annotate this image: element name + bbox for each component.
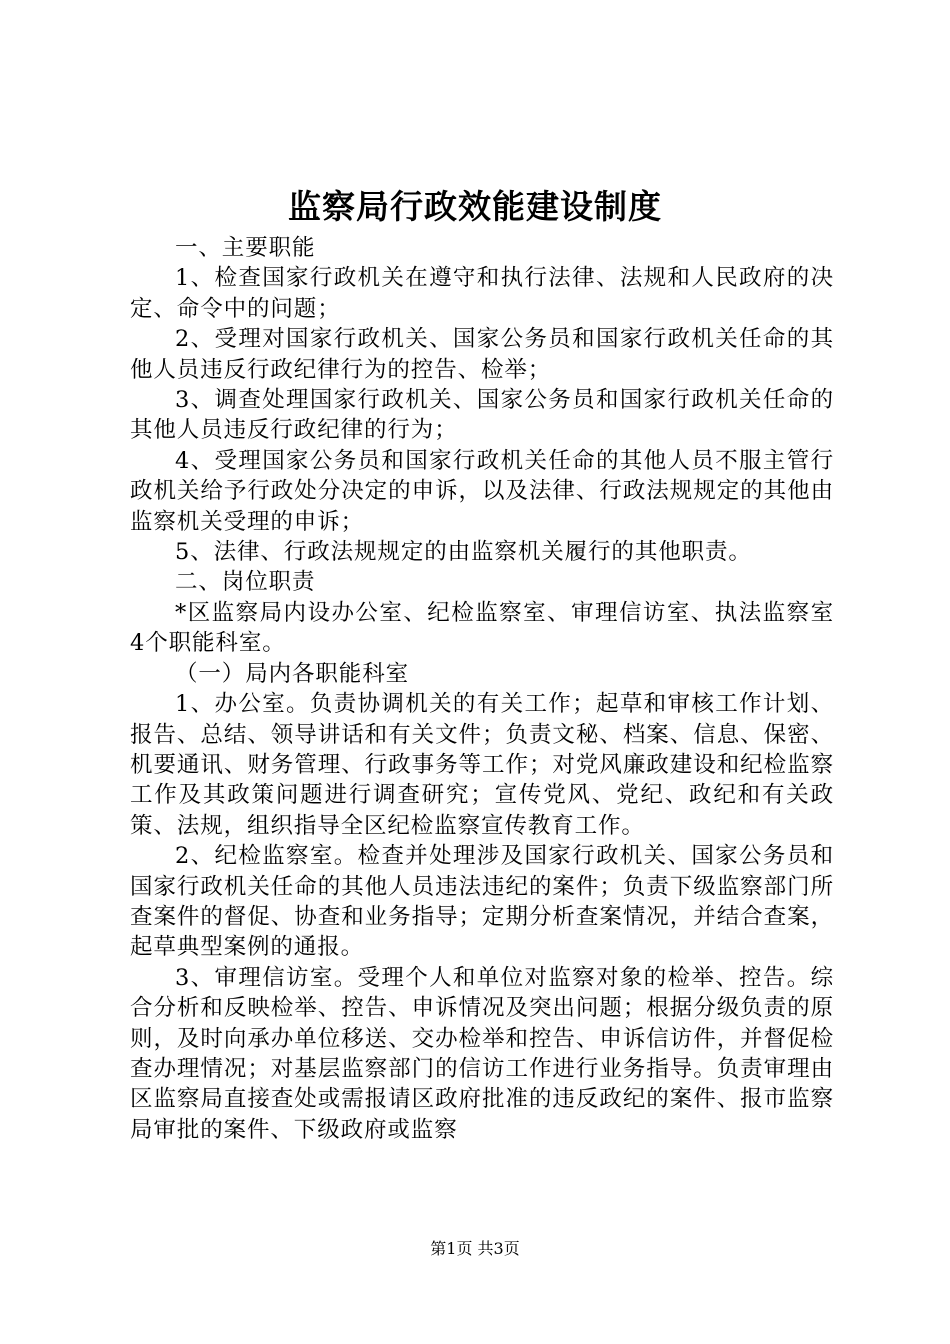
paragraph: 3、调查处理国家行政机关、国家公务员和国家行政机关任命的其他人员违反行政纪律的行为； — [130, 387, 834, 444]
section-heading-duties: 二、岗位职责 — [175, 569, 316, 596]
paragraph: 4、受理国家公务员和国家行政机关任命的其他人员不服主管行政机关给予行政处分决定的申诉，以及法律、行政法规规定的其他由监察机关受理的申诉； — [130, 447, 834, 535]
paragraph: 2、纪检监察室。检查并处理涉及国家行政机关、国家公务员和国家行政机关任命的其他人员违法违纪的案件；负责下级监察部门所查案件的督促、协查和业务指导；定期分析查案情况，并结合查案，起草典型案例的通报。 — [130, 843, 834, 961]
paragraph: 5、法律、行政法规规定的由监察机关履行的其他职责。 — [175, 539, 752, 566]
subsection-heading: （一）局内各职能科室 — [175, 660, 410, 687]
paragraph: 1、检查国家行政机关在遵守和执行法律、法规和人民政府的决定、命令中的问题； — [130, 265, 834, 322]
paragraph: *区监察局内设办公室、纪检监察室、审理信访室、执法监察室4个职能科室。 — [130, 599, 834, 657]
paragraph: 1、办公室。负责协调机关的有关工作；起草和审核工作计划、报告、总结、领导讲话和有关文件；负责文秘、档案、信息、保密、机要通讯、财务管理、行政事务等工作；对党风廉政建设和纪检监察工作及其政策问题进行调查研究；宣传党风、党纪、政纪和有关政策、法规，组织指导全区纪检监察宣传教育工作。 — [130, 691, 834, 839]
document-body — [130, 233, 834, 1145]
document-title: 监察局行政效能建设制度 — [288, 187, 662, 226]
paragraph: 2、受理对国家行政机关、国家公务员和国家行政机关任命的其他人员违反行政纪律行为的控告、检举； — [130, 326, 834, 383]
page-number: 第1页 共3页 — [430, 1239, 520, 1258]
paragraph: 3、审理信访室。受理个人和单位对监察对象的检举、控告。综合分析和反映检举、控告、申诉情况及突出问题；根据分级负责的原则，及时向承办单位移送、交办检举和控告、申诉信访件，并督促检查办理情况；对基层监察部门的信访工作进行业务指导。负责审理由区监察局直接查处或需报请区政府批准的违反政纪的案件、报市监察局审批的案件、下级政府或监察 — [130, 964, 834, 1143]
section-heading-functions: 一、主要职能 — [175, 235, 316, 261]
